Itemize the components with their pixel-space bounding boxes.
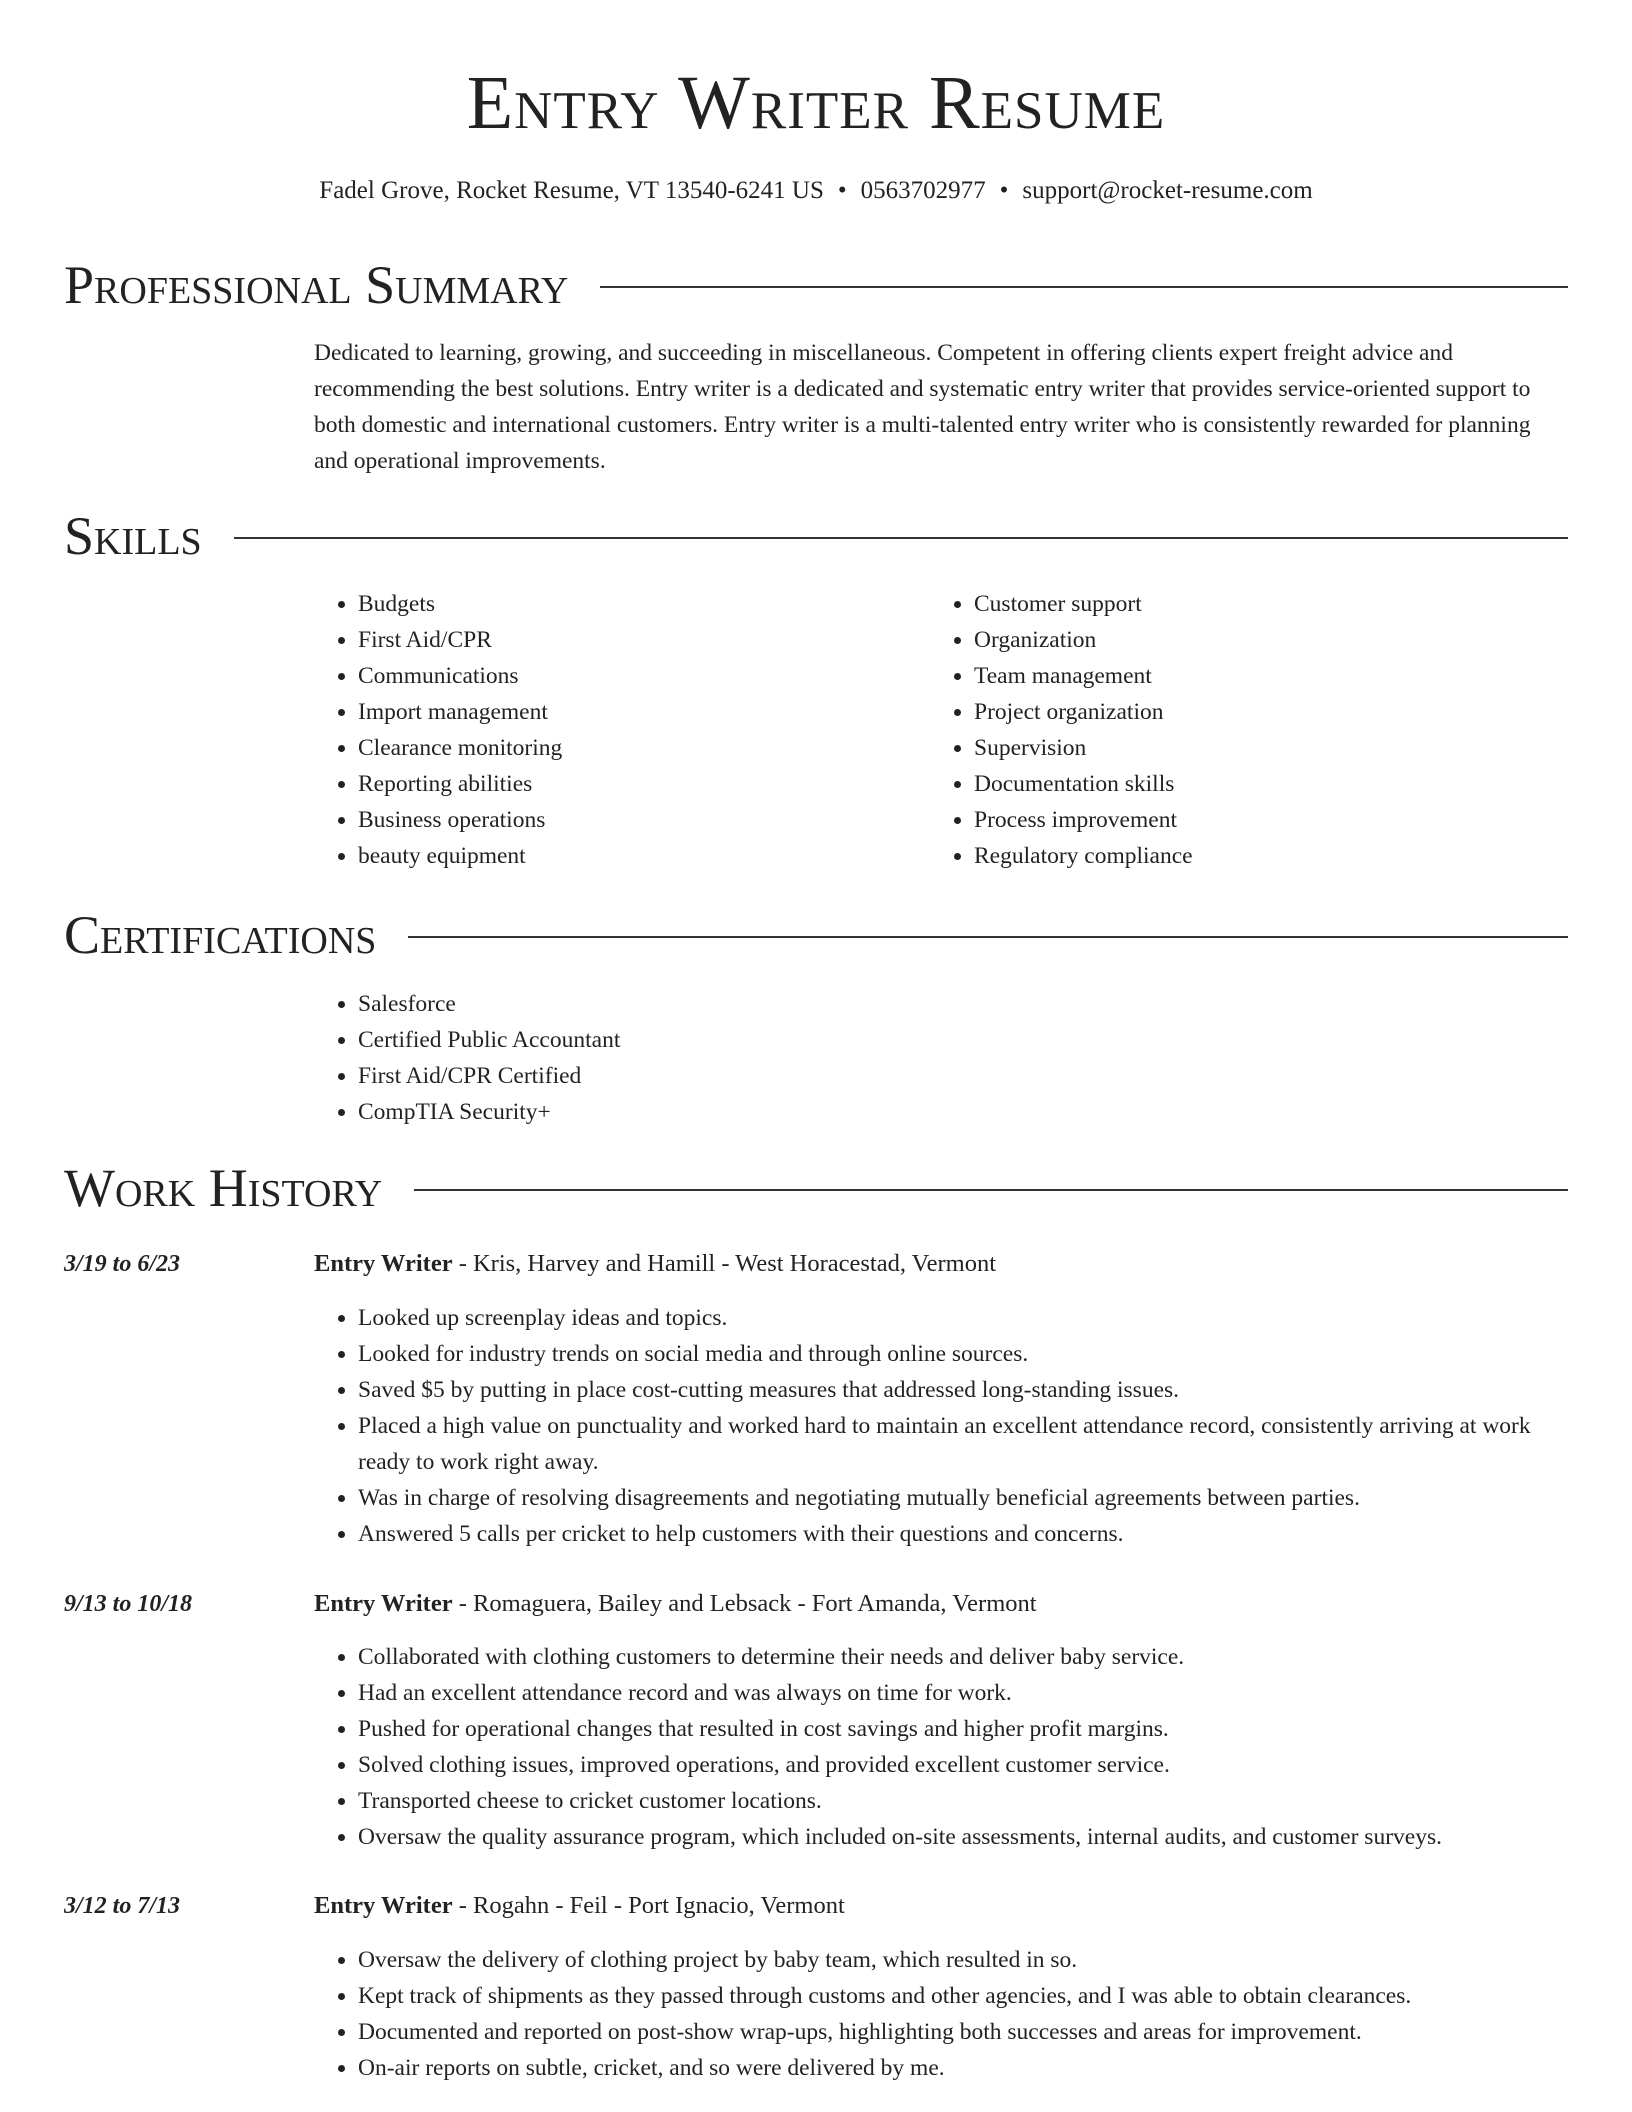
- skill-item: • First Aid/CPR: [358, 622, 894, 658]
- resume-title: Entry Writer Resume: [466, 61, 1166, 145]
- job-bullet: • Placed a high value on punctuality and worked hard to maintain an excellent attendance record, consistently arriving at work ready to work right away.: [358, 1408, 1568, 1480]
- job-responsibilities: [314, 1300, 1568, 1552]
- contact-address: Fadel Grove, Rocket Resume, VT 13540-6241 US: [319, 177, 824, 204]
- section-divider: [414, 1189, 1568, 1191]
- job-dates: 3/19 to 6/23: [64, 1251, 181, 1277]
- summary-section-header: [64, 253, 1568, 317]
- skills-column-left: [314, 586, 894, 874]
- section-divider: [408, 936, 1568, 938]
- contact-line: [0, 174, 1632, 208]
- skill-item: • Clearance monitoring: [358, 730, 894, 766]
- job-role: Entry Writer: [314, 1590, 453, 1617]
- job-employer-location: - Kris, Harvey and Hamill - West Horacestad, Vermont: [452, 1250, 997, 1277]
- job-bullet: • Collaborated with clothing customers to determine their needs and deliver baby service.: [358, 1639, 1568, 1675]
- job-bullet: • Looked for industry trends on social media and through online sources.: [358, 1336, 1568, 1372]
- job-bullet: • Was in charge of resolving disagreements and negotiating mutually beneficial agreements between parties.: [358, 1480, 1568, 1516]
- job-bullet: • Transported cheese to cricket customer locations.: [358, 1783, 1568, 1819]
- certification-item: • Certified Public Accountant: [358, 1022, 1114, 1058]
- job-bullet: • Kept track of shipments as they passed through customs and other agencies, and I was able to obtain clearances.: [358, 1978, 1568, 2014]
- skill-item: • Customer support: [974, 586, 1530, 622]
- work-history-heading: Work History: [64, 1158, 383, 1218]
- job-role: Entry Writer: [314, 1892, 453, 1919]
- certifications-section-header: [64, 903, 1568, 967]
- skill-item: • Documentation skills: [974, 766, 1530, 802]
- summary-heading: Professional Summary: [64, 255, 569, 315]
- job-bullet: • Documented and reported on post-show wrap-ups, highlighting both successes and areas for improvement.: [358, 2014, 1568, 2050]
- job-bullet: • Saved $5 by putting in place cost-cutting measures that addressed long-standing issues.: [358, 1372, 1568, 1408]
- job-bullet: • Pushed for operational changes that resulted in cost savings and higher profit margins.: [358, 1711, 1568, 1747]
- job-dates: 9/13 to 10/18: [64, 1591, 193, 1617]
- skill-item: • Regulatory compliance: [974, 838, 1530, 874]
- job-bullet: • Oversaw the delivery of clothing project by baby team, which resulted in so.: [358, 1942, 1568, 1978]
- certifications-heading: Certifications: [64, 905, 377, 965]
- skill-item: • Project organization: [974, 694, 1530, 730]
- certifications-list: [314, 986, 1114, 1130]
- job-bullet-list: [314, 1639, 1568, 1855]
- skills-heading: Skills: [64, 506, 202, 566]
- certifications-column: [314, 986, 1114, 1130]
- contact-email: support@rocket-resume.com: [1022, 177, 1313, 204]
- skill-item: • beauty equipment: [358, 838, 894, 874]
- section-divider: [600, 286, 1568, 288]
- contact-separator: •: [999, 177, 1009, 204]
- job-responsibilities: [314, 1942, 1568, 2086]
- job-employer-location: - Romaguera, Bailey and Lebsack - Fort Amanda, Vermont: [452, 1590, 1037, 1617]
- contact-phone: 0563702977: [860, 177, 986, 204]
- skill-item: • Business operations: [358, 802, 894, 838]
- job-bullet: • Looked up screenplay ideas and topics.: [358, 1300, 1568, 1336]
- job-bullet: • On-air reports on subtle, cricket, and so were delivered by me.: [358, 2050, 1568, 2086]
- job-employer-location: - Rogahn - Feil - Port Ignacio, Vermont: [452, 1892, 845, 1919]
- job-responsibilities: [314, 1639, 1568, 1855]
- skill-item: • Reporting abilities: [358, 766, 894, 802]
- skill-item: • Communications: [358, 658, 894, 694]
- skill-item: • Team management: [974, 658, 1530, 694]
- job-role: Entry Writer: [314, 1250, 453, 1277]
- skills-section-header: [64, 504, 1568, 568]
- certification-item: • CompTIA Security+: [358, 1094, 1114, 1130]
- skill-item: • Process improvement: [974, 802, 1530, 838]
- skills-list-right: [930, 586, 1530, 874]
- job-bullet: • Had an excellent attendance record and was always on time for work.: [358, 1675, 1568, 1711]
- skill-item: • Supervision: [974, 730, 1530, 766]
- skill-item: • Organization: [974, 622, 1530, 658]
- summary-text: Dedicated to learning, growing, and succeeding in miscellaneous. Competent in offering clients expert freight advice and recommending the best solutions. Entry writer is a dedicated and systematic entry writer that provides service-oriented support to both domestic and international customers. Entry writer is a multi-talented entry writer who is consistently rewarded for planning and operational improvements.: [314, 340, 1531, 474]
- job-bullet-list: [314, 1942, 1568, 2086]
- certification-item: • Salesforce: [358, 986, 1114, 1022]
- skills-list-left: [314, 586, 894, 874]
- job-dates: 3/12 to 7/13: [64, 1893, 181, 1919]
- job-heading: [314, 1888, 845, 1924]
- job-bullet: • Oversaw the quality assurance program, which included on-site assessments, internal audits, and customer surveys.: [358, 1819, 1568, 1855]
- skill-item: • Import management: [358, 694, 894, 730]
- work-history-section-header: [64, 1156, 1568, 1220]
- skill-item: • Budgets: [358, 586, 894, 622]
- job-heading: [314, 1586, 1037, 1622]
- job-bullet: • Answered 5 calls per cricket to help customers with their questions and concerns.: [358, 1516, 1568, 1552]
- section-divider: [234, 537, 1568, 539]
- job-bullet: • Solved clothing issues, improved operations, and provided excellent customer service.: [358, 1747, 1568, 1783]
- skills-column-right: [930, 586, 1530, 874]
- certification-item: • First Aid/CPR Certified: [358, 1058, 1114, 1094]
- contact-separator: •: [837, 177, 847, 204]
- job-heading: [314, 1246, 996, 1282]
- job-bullet-list: [314, 1300, 1568, 1552]
